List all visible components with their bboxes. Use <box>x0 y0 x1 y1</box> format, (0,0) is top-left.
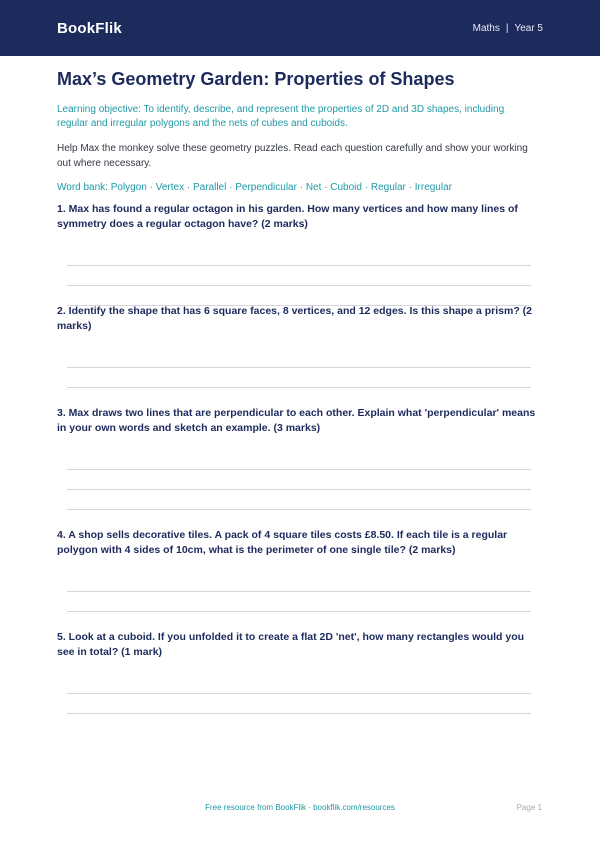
subject-label: Maths <box>472 22 500 34</box>
worksheet-title: Max’s Geometry Garden: Properties of Shapes <box>57 69 455 89</box>
answer-line[interactable] <box>67 713 531 714</box>
question-4: 4. A shop sells decorative tiles. A pack of 4 square tiles costs £8.50. If each tile is a regular polygon with 4 sides of 10cm, what is the perimeter of one single tile? (2 marks) <box>57 529 508 556</box>
answer-line[interactable] <box>67 265 531 266</box>
answer-line[interactable] <box>67 489 531 490</box>
learning-objective: Learning objective: To identify, describe, and represent the properties of 2D and 3D shapes, including regular and irregular polygons and the nets of cubes and cuboids. <box>57 104 505 129</box>
subject-year-label <box>473 23 543 34</box>
worksheet-intro <box>57 56 532 195</box>
answer-line[interactable] <box>67 591 531 592</box>
year-label: Year 5 <box>514 22 543 34</box>
answer-line[interactable] <box>67 285 531 286</box>
answer-line[interactable] <box>67 611 531 612</box>
question-1: 1. Max has found a regular octagon in his garden. How many vertices and how many lines of symmetry does a regular octagon have? (2 marks) <box>57 203 518 230</box>
question-2: 2. Identify the shape that has 6 square faces, 8 vertices, and 12 edges. Is this shape a prism? (2 marks) <box>57 305 533 332</box>
page-header <box>0 0 600 56</box>
subject-separator: | <box>505 22 509 34</box>
question-5: 5. Look at a cuboid. If you unfolded it to create a flat 2D 'net', how many rectangles would you see in total? (1 mark) <box>57 631 525 658</box>
answer-line[interactable] <box>67 469 531 470</box>
word-bank: Word bank: Polygon · Vertex · Parallel · Perpendicular · Net · Cuboid · Regular · Irregular <box>57 182 452 193</box>
footer-credit: Free resource from BookFlik · bookflik.com/resources <box>205 803 395 812</box>
page-number: Page 1 <box>516 803 542 812</box>
answer-line[interactable] <box>67 387 531 388</box>
brand-logo: BookFlik <box>57 19 122 37</box>
answer-line[interactable] <box>67 693 531 694</box>
answer-line[interactable] <box>67 509 531 510</box>
question-3: 3. Max draws two lines that are perpendicular to each other. Explain what 'perpendicular' means in your own words and sketch an example. (3 marks) <box>57 407 536 434</box>
page-footer <box>0 803 600 815</box>
instructions: Help Max the monkey solve these geometry puzzles. Read each question carefully and show your working out where necessary. <box>57 143 528 169</box>
answer-line[interactable] <box>67 367 531 368</box>
